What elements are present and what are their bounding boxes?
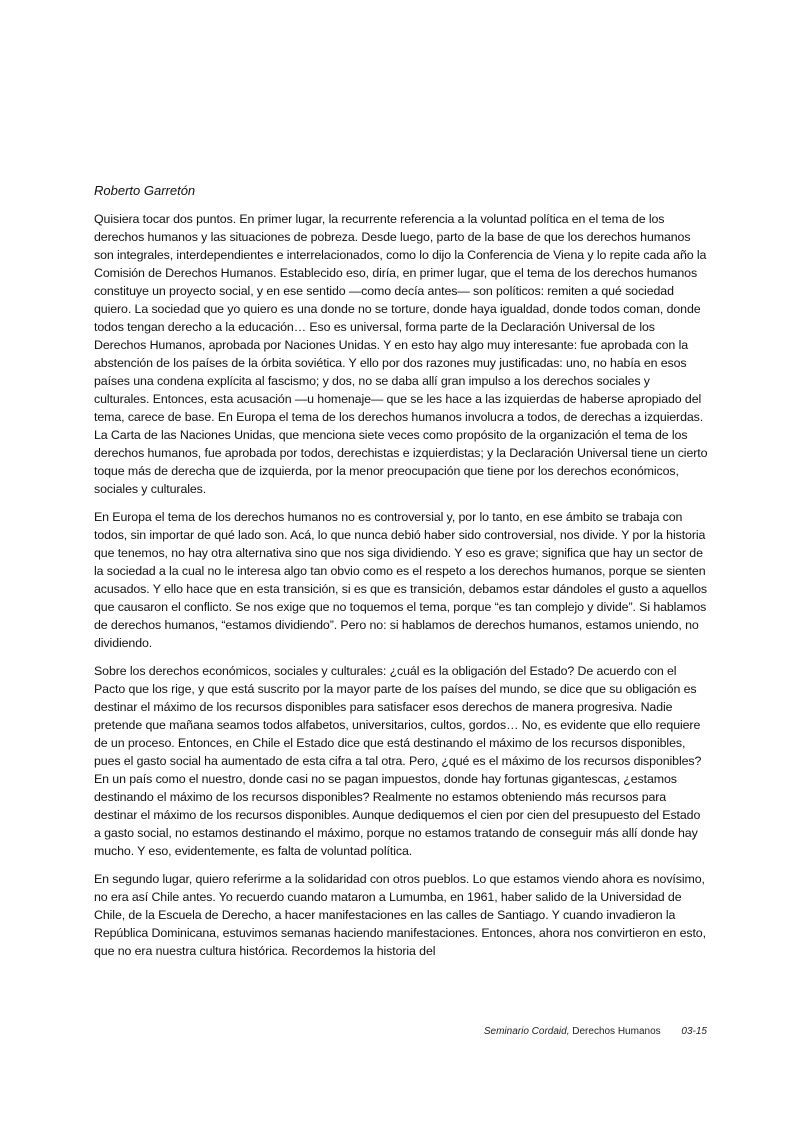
- page-footer: [484, 1025, 707, 1039]
- document-body: [94, 182, 708, 970]
- paragraph-3: Sobre los derechos económicos, sociales y culturales: ¿cuál es la obligación del Estado? De acuerdo con el Pacto que los rige, y que está suscrito por la mayor parte de los países del mundo, se dice que su obligación es destinar el máximo de los recursos disponibles para satisfacer esos derechos de manera progresiva. Nadie pretende que mañana seamos todos alfabetos, universitarios, cultos, gordos… No, es evidente que ello requiere de un proceso. Entonces, en Chile el Estado dice que está destinando el máximo de los recursos disponibles, pues el gasto social ha aumentado de esta cifra a tal otra. Pero, ¿qué es el máximo de los recursos disponibles? En un país como el nuestro, donde casi no se pagan impuestos, donde hay fortunas gigantescas, ¿estamos destinando el máximo de los recursos disponibles? Realmente no estamos obteniendo más recursos para destinar el máximo de los recursos disponibles. Aunque dediquemos el cien por cien del presupuesto del Estado a gasto social, no estamos destinando el máximo, porque no estamos tratando de conseguir más allí donde hay mucho. Y eso, evidentemente, es falta de voluntad política.: [94, 664, 702, 858]
- footer-publication-italic: Seminario Cordaid,: [483, 1026, 570, 1037]
- paragraph-4: En segundo lugar, quiero referirme a la solidaridad con otros pueblos. Lo que estamos viendo ahora es novísimo, no era así Chile antes. Yo recuerdo cuando mataron a Lumumba, en 1961, haber salido de la Universidad de Chile, de la Escuela de Derecho, a hacer manifestaciones en las calles de Santiago. Y cuando invadieron la República Dominicana, estuvimos semanas haciendo manifestaciones. Entonces, ahora nos convirtieron en esto, que no era nuestra cultura histórica. Recordemos la historia del: [94, 872, 706, 958]
- footer-publication-rest: Derechos Humanos: [569, 1026, 661, 1037]
- paragraph-1: Quisiera tocar dos puntos. En primer lugar, la recurrente referencia a la voluntad política en el tema de los derechos humanos y las situaciones de pobreza. Desde luego, parto de la base de que los derechos humanos son integrales, interdependientes e interrelacionados, como lo dijo la Conferencia de Viena y lo repite cada año la Comisión de Derechos Humanos. Establecido eso, diría, en primer lugar, que el tema de los derechos humanos constituye un proyecto social, y en ese sentido —como decía antes— son políticos: remiten a qué sociedad quiero. La sociedad que yo quiero es una donde no se torture, donde haya igualdad, donde todos coman, donde todos tengan derecho a la educación… Eso es universal, forma parte de la Declaración Universal de los Derechos Humanos, aprobada por Naciones Unidas. Y en esto hay algo muy interesante: fue aprobada con la abstención de los países de la órbita soviética. Y ello por dos razones muy justificadas: uno, no había en esos países una condena explícita al fascismo; y dos, no se daba allí gran impulso a los derechos sociales y culturales. Entonces, esta acusación —u homenaje— que se les hace a las izquierdas de haberse apropiado del tema, carece de base. En Europa el tema de los derechos humanos involucra a todos, de derechas a izquierdas. La Carta de las Naciones Unidas, que menciona siete veces como propósito de la organización el tema de los derechos humanos, fue aprobada por todos, derechistas e izquierdistas; y la Declaración Universal tiene un cierto toque más de derecha que de izquierda, por la menor preocupación que tiene por los derechos económicos, sociales y culturales.: [94, 212, 708, 496]
- footer-page-number: 03-15: [681, 1026, 707, 1037]
- paragraph-2: En Europa el tema de los derechos humanos no es controversial y, por lo tanto, en ese ámbito se trabaja con todos, sin importar de qué lado son. Acá, lo que nunca debió haber sido controversial, nos divide. Y por la historia que tenemos, no hay otra alternativa sino que nos siga dividiendo. Y eso es grave; significa que hay un sector de la sociedad a la cual no le interesa algo tan obvio como es el respeto a los derechos humanos, porque se sienten acusados. Y ello hace que en esta transición, si es que es transición, debamos estar dándoles el gusto a aquellos que causaron el conflicto. Se nos exige que no toquemos el tema, porque “es tan complejo y divide”. Si hablamos de derechos humanos, “estamos dividiendo”. Pero no: si hablamos de derechos humanos, estamos uniendo, no dividiendo.: [94, 510, 707, 650]
- author-name: Roberto Garretón: [94, 183, 196, 198]
